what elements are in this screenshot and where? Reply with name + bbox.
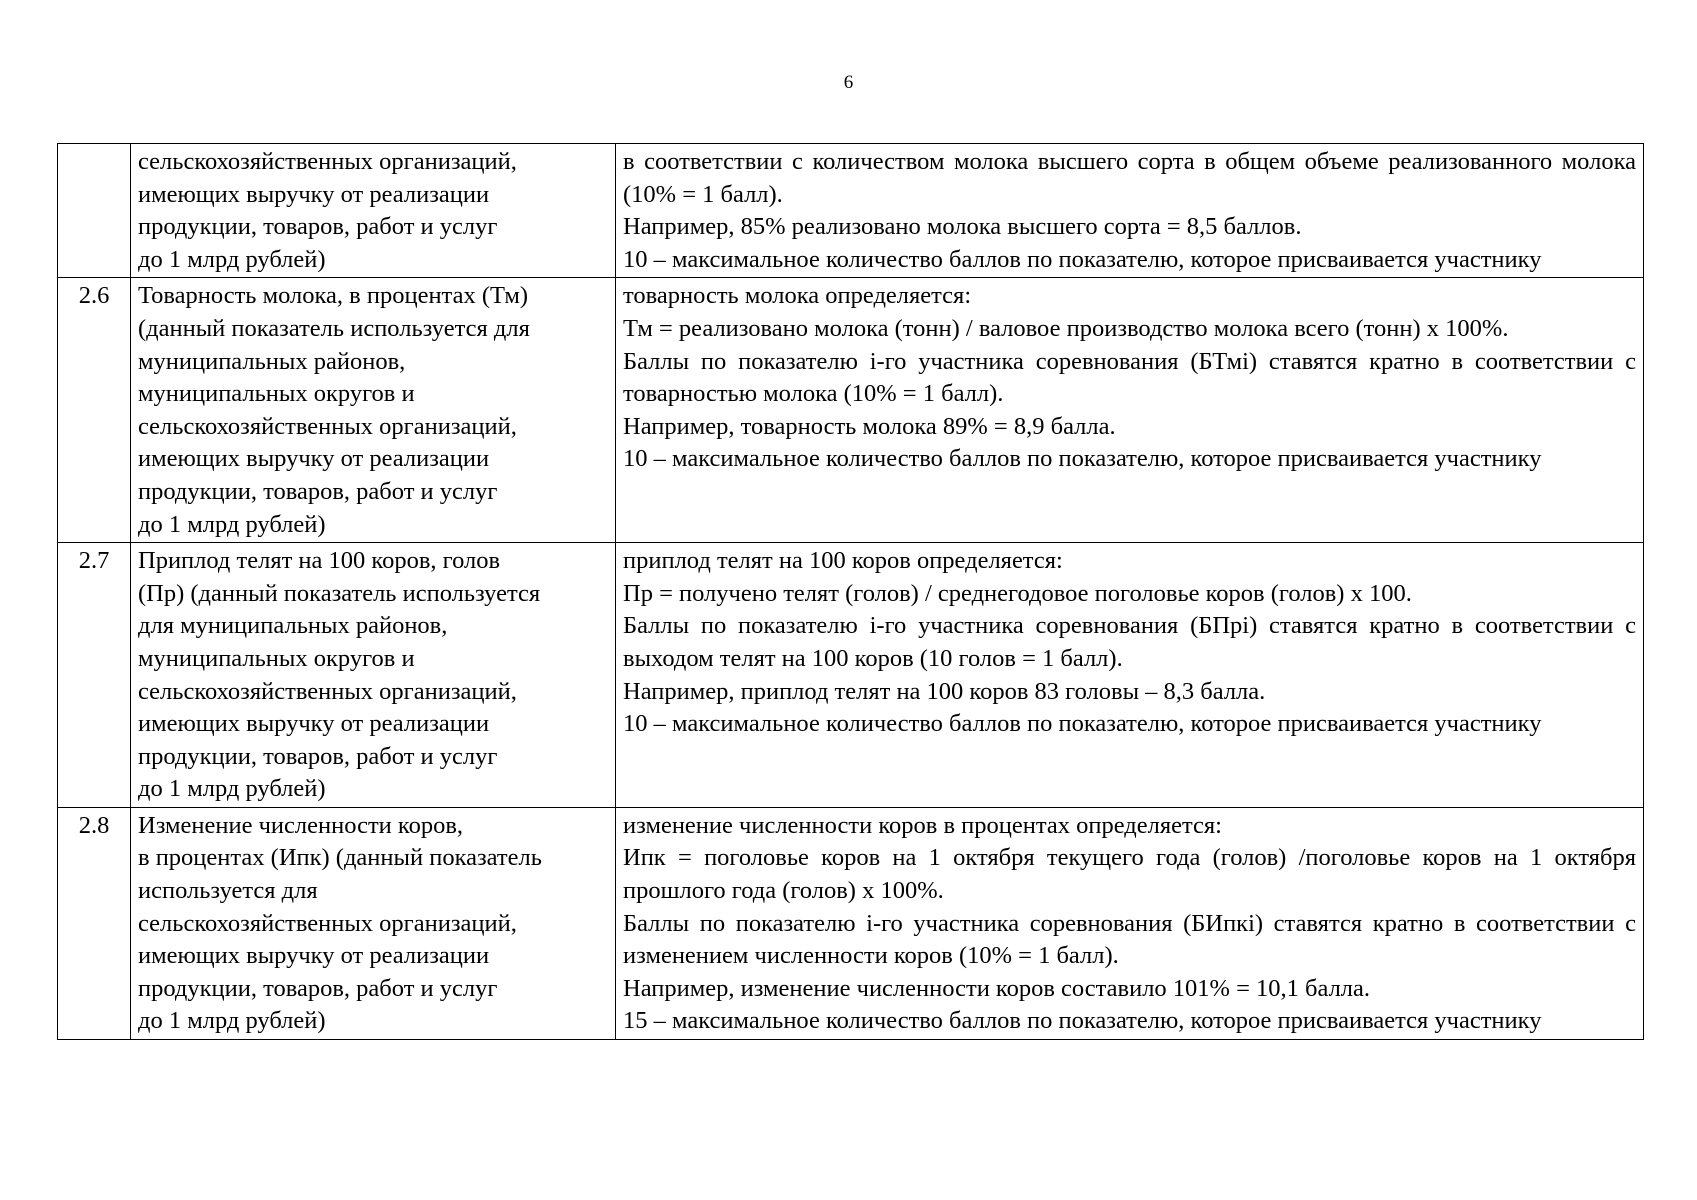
indicator-name-line: сельскохозяйственных организаций, bbox=[138, 677, 517, 705]
indicator-name-line: продукции, товаров, работ и услуг bbox=[138, 213, 498, 241]
indicator-name-line: муниципальных округов и bbox=[138, 380, 415, 408]
indicator-name-line: продукции, товаров, работ и услуг bbox=[138, 742, 498, 770]
method-paragraph: 10 – максимальное количество баллов по показателю, которое присваивается участнику bbox=[623, 445, 1542, 473]
calculation-method-cell bbox=[616, 807, 1644, 1039]
indicator-name-line: имеющих выручку от реализации bbox=[138, 942, 490, 970]
method-paragraph: Баллы по показателю i-го участника соревнования (БТмi) ставятся кратно в соответствии с товарностью молока (10% = 1 балл). bbox=[623, 347, 1636, 408]
method-paragraph: Пр = получено телят (голов) / среднегодовое поголовье коров (голов) х 100. bbox=[623, 579, 1412, 607]
method-paragraph: Тм = реализовано молока (тонн) / валовое производство молока всего (тонн) х 100%. bbox=[623, 314, 1509, 342]
indicator-name-line: сельскохозяйственных организаций, bbox=[138, 148, 517, 175]
indicator-name-line: в процентах (Ипк) (данный показатель bbox=[138, 844, 542, 872]
indicator-name-line: до 1 млрд рублей) bbox=[138, 1007, 326, 1035]
indicator-name-line: до 1 млрд рублей) bbox=[138, 510, 326, 538]
indicator-name-line: сельскохозяйственных организаций, bbox=[138, 412, 517, 440]
indicator-name-line: муниципальных районов, bbox=[138, 347, 406, 375]
method-paragraph: Например, изменение численности коров составило 101% = 10,1 балла. bbox=[623, 974, 1371, 1002]
row-number-cell: 2.6 bbox=[58, 278, 131, 543]
indicator-name-line: Изменение численности коров, bbox=[138, 811, 464, 839]
indicator-name-line: имеющих выручку от реализации bbox=[138, 445, 490, 473]
calculation-method-cell bbox=[616, 144, 1644, 278]
method-paragraph: Баллы по показателю i-го участника соревнования (БИпкi) ставятся кратно в соответствии с изменением численности коров (10% = 1 балл). bbox=[623, 909, 1636, 970]
indicator-name-cell bbox=[131, 543, 616, 808]
row-number-cell: 2.8 bbox=[58, 807, 131, 1039]
table-row bbox=[58, 543, 1644, 808]
indicator-name-line: для муниципальных районов, bbox=[138, 612, 448, 640]
method-paragraph: Например, приплод телят на 100 коров 83 головы – 8,3 балла. bbox=[623, 677, 1266, 705]
indicator-name-line: Товарность молока, в процентах (Тм) bbox=[138, 282, 528, 310]
method-paragraph: Например, 85% реализовано молока высшего сорта = 8,5 баллов. bbox=[623, 213, 1302, 241]
method-paragraph: приплод телят на 100 коров определяется: bbox=[623, 547, 1063, 575]
indicator-name-line: продукции, товаров, работ и услуг bbox=[138, 477, 498, 505]
calculation-method-cell bbox=[616, 543, 1644, 808]
indicator-name-cell bbox=[131, 278, 616, 543]
table-row bbox=[58, 278, 1644, 543]
indicator-name-line: имеющих выручку от реализации bbox=[138, 180, 490, 208]
page-number: 6 bbox=[843, 72, 854, 93]
method-paragraph: 10 – максимальное количество баллов по показателю, которое присваивается участнику bbox=[623, 710, 1542, 738]
indicator-name-line: сельскохозяйственных организаций, bbox=[138, 909, 517, 937]
method-paragraph: Например, товарность молока 89% = 8,9 балла. bbox=[623, 412, 1116, 440]
indicator-name-line: до 1 млрд рублей) bbox=[138, 245, 326, 273]
method-paragraph: Ипк = поголовье коров на 1 октября текущего года (голов) /поголовье коров на 1 октября прошлого года (голов) х 100%. bbox=[623, 844, 1636, 905]
method-paragraph: изменение численности коров в процентах определяется: bbox=[623, 811, 1222, 839]
indicator-name-line: (данный показатель используется для bbox=[138, 314, 530, 342]
method-paragraph: 10 – максимальное количество баллов по показателю, которое присваивается участнику bbox=[623, 245, 1542, 273]
indicator-name-line: продукции, товаров, работ и услуг bbox=[138, 974, 498, 1002]
row-number-cell bbox=[58, 144, 131, 278]
table-row bbox=[58, 144, 1644, 278]
criteria-table bbox=[57, 143, 1644, 1040]
indicator-name-line: Приплод телят на 100 коров, голов bbox=[138, 547, 501, 575]
method-paragraph: в соответствии с количеством молока высшего сорта в общем объеме реализованного молока (10% = 1 балл). bbox=[623, 148, 1636, 208]
method-paragraph: товарность молока определяется: bbox=[623, 282, 972, 310]
calculation-method-cell bbox=[616, 278, 1644, 543]
indicator-name-line: муниципальных округов и bbox=[138, 644, 415, 672]
indicator-name-cell bbox=[131, 807, 616, 1039]
indicator-name-cell bbox=[131, 144, 616, 278]
method-paragraph: 15 – максимальное количество баллов по показателю, которое присваивается участнику bbox=[623, 1007, 1542, 1035]
indicator-name-line: используется для bbox=[138, 877, 318, 905]
indicator-name-line: имеющих выручку от реализации bbox=[138, 710, 490, 738]
indicator-name-line: до 1 млрд рублей) bbox=[138, 775, 326, 803]
table-row bbox=[58, 807, 1644, 1039]
method-paragraph: Баллы по показателю i-го участника соревнования (БПрi) ставятся кратно в соответствии с выходом телят на 100 коров (10 голов = 1 балл). bbox=[623, 612, 1636, 672]
indicator-name-line: (Пр) (данный показатель используется bbox=[138, 579, 541, 607]
row-number-cell: 2.7 bbox=[58, 543, 131, 808]
